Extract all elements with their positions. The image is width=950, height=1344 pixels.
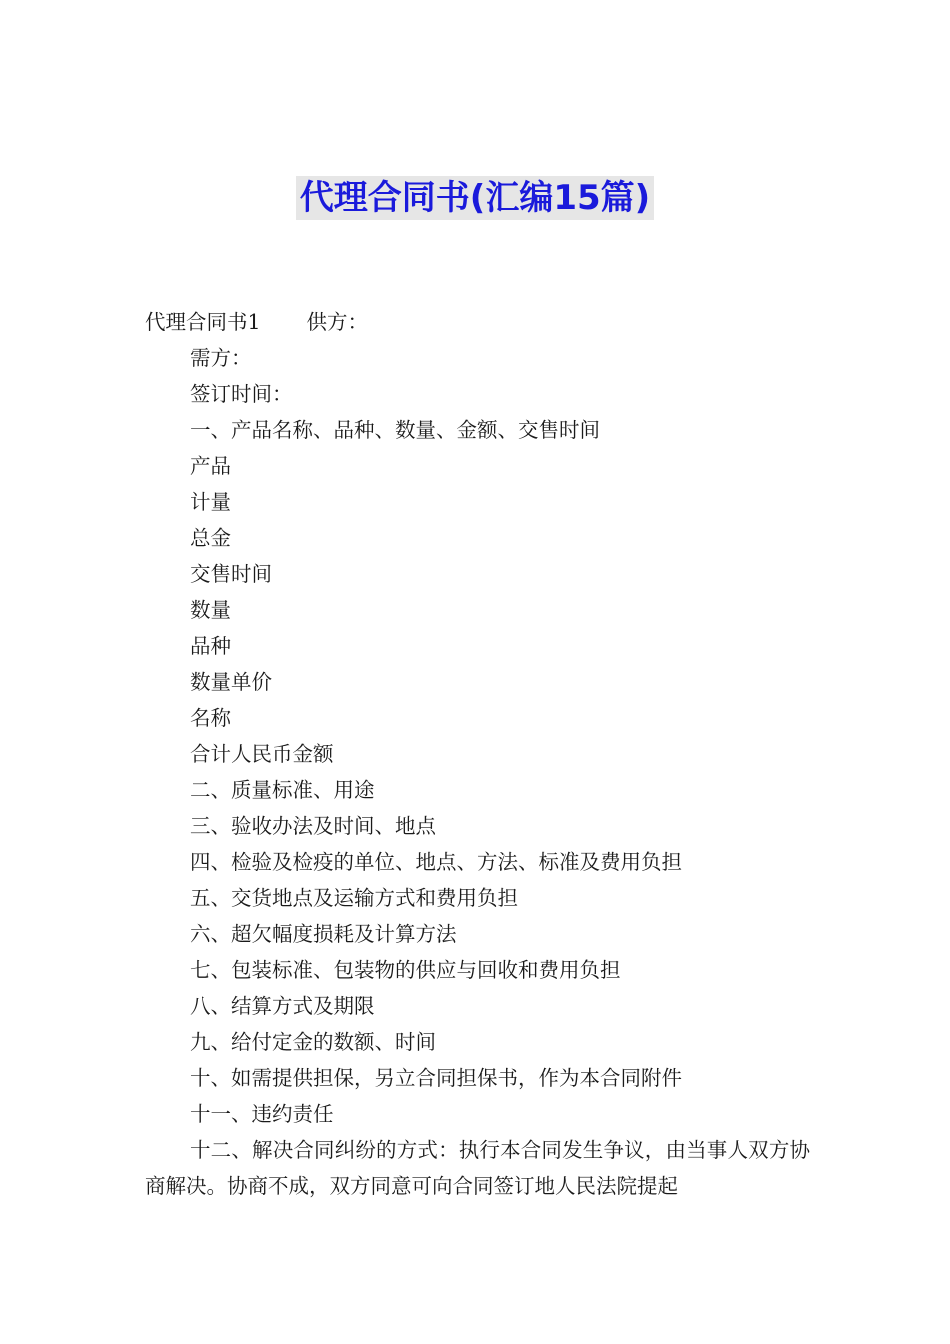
text-line: 总金 — [190, 526, 231, 550]
document-title: 代理合同书(汇编15篇) — [296, 176, 654, 220]
text-line: 十、如需提供担保，另立合同担保书，作为本合同附件 — [190, 1066, 682, 1090]
text-line: 合计人民币金额 — [190, 742, 334, 766]
text-line: 名称 — [190, 706, 231, 730]
text-line: 三、验收办法及时间、地点 — [190, 814, 436, 838]
first-line — [145, 304, 810, 340]
text-line: 七、包装标准、包装物的供应与回收和费用负担 — [190, 958, 621, 982]
text-line: 二、质量标准、用途 — [190, 778, 375, 802]
dispute-resolution-paragraph: 十二、解决合同纠纷的方式：执行本合同发生争议，由当事人双方协商解决。协商不成，双方同意可向合同签订地人民法院提起 — [145, 1138, 810, 1198]
text-line: 五、交货地点及运输方式和费用负担 — [190, 886, 518, 910]
text-line: 九、给付定金的数额、时间 — [190, 1030, 436, 1054]
title-container — [0, 176, 950, 220]
text-line: 产品 — [190, 454, 231, 478]
text-line: 六、超欠幅度损耗及计算方法 — [190, 922, 457, 946]
text-line: 需方： — [190, 346, 252, 370]
document-body — [145, 304, 810, 1204]
text-line: 四、检验及检疫的单位、地点、方法、标准及费用负担 — [190, 850, 682, 874]
supplier-label: 供方： — [306, 310, 369, 334]
text-line: 计量 — [190, 490, 231, 514]
text-line: 签订时间： — [190, 382, 293, 406]
text-line: 品种 — [190, 634, 231, 658]
text-line: 交售时间 — [190, 562, 272, 586]
text-line: 八、结算方式及期限 — [190, 994, 375, 1018]
text-line: 一、产品名称、品种、数量、金额、交售时间 — [190, 418, 600, 442]
text-line: 十一、违约责任 — [190, 1102, 334, 1126]
text-line: 数量单价 — [190, 670, 272, 694]
contract-number-label: 代理合同书1 — [145, 310, 261, 334]
text-line: 数量 — [190, 598, 231, 622]
